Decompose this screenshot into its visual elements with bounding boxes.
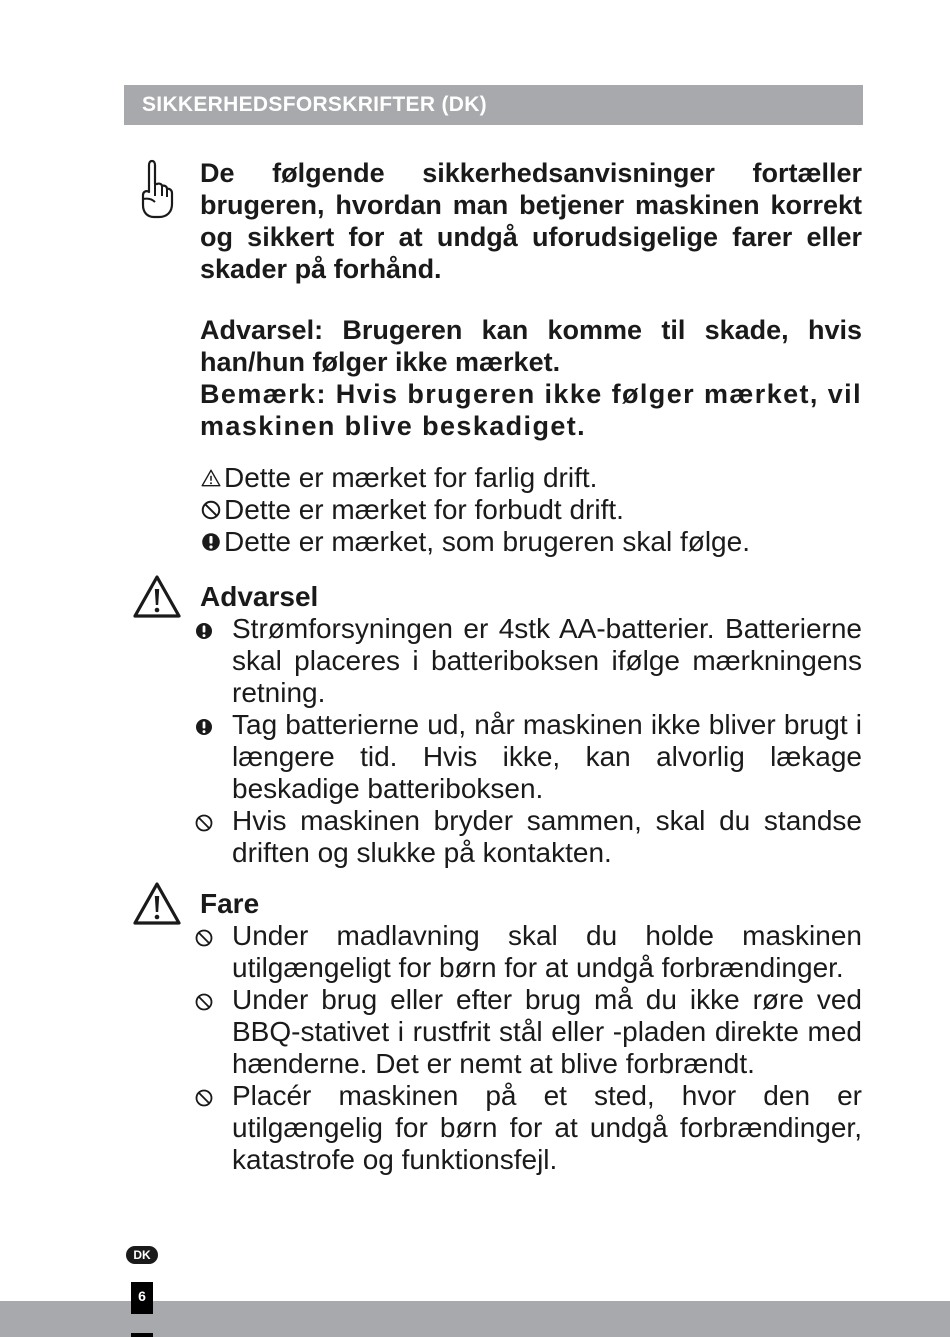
pointing-hand-icon bbox=[138, 158, 174, 220]
warning-triangle-icon bbox=[132, 574, 182, 620]
legend-label: Dette er mærket, som brugeren skal følge. bbox=[224, 526, 750, 557]
legend-item-danger bbox=[200, 462, 862, 494]
warning-notice: Advarsel: Brugeren kan komme til skade, hvis han/hun følger ikke mærket. bbox=[200, 315, 862, 377]
intro-text: De følgende sikkerhedsanvisninger fortæller brugeren, hvordan man betjener maskinen korrekt og sikkert for at undgå uforudsigelige farer eller skader på forhånd. bbox=[200, 158, 862, 284]
legend-label: Dette er mærket for farlig drift. bbox=[224, 462, 598, 493]
mandatory-icon bbox=[200, 531, 222, 553]
prohibited-icon bbox=[200, 499, 222, 521]
prohibited-icon bbox=[194, 813, 214, 833]
list-item-text: Under madlavning skal du holde maskinen utilgængeligt for børn for at undgå forbrændinger. bbox=[232, 920, 862, 983]
mandatory-icon bbox=[194, 717, 214, 737]
warning-list bbox=[194, 613, 862, 869]
list-item bbox=[194, 613, 862, 709]
page-marker bbox=[131, 1333, 153, 1337]
list-item-text: Placér maskinen på et sted, hvor den er utilgængelig for børn for at undgå forbrændinger, katastrofe og funktionsfejl. bbox=[232, 1080, 862, 1175]
list-item bbox=[194, 709, 862, 805]
section-header bbox=[124, 85, 863, 125]
note-notice: Bemærk: Hvis brugeren ikke følger mærket, vil maskinen blive beskadiget. bbox=[200, 379, 862, 441]
list-item bbox=[194, 920, 862, 984]
header-title: SIKKERHEDSFORSKRIFTER (DK) bbox=[142, 93, 487, 116]
section-title-warning: Advarsel bbox=[200, 581, 319, 612]
legend-item-prohibited bbox=[200, 494, 862, 526]
warning-triangle-icon bbox=[132, 881, 182, 927]
symbol-legend bbox=[200, 462, 862, 558]
legend-item-mandatory bbox=[200, 526, 862, 558]
list-item bbox=[194, 984, 862, 1080]
legend-label: Dette er mærket for forbudt drift. bbox=[224, 494, 624, 525]
warning-triangle-icon bbox=[200, 467, 222, 489]
section-title-danger: Fare bbox=[200, 888, 260, 919]
list-item-text: Strømforsyningen er 4stk AA-batterier. Batterierne skal placeres i batteriboksen ifølge mærkningens retning. bbox=[232, 613, 862, 708]
list-item bbox=[194, 805, 862, 869]
list-item-text: Under brug eller efter brug må du ikke røre ved BBQ-stativet i rustfrit stål eller -pladen direkte med hænderne. Det er nemt at blive forbrændt. bbox=[232, 984, 862, 1079]
list-item-text: Hvis maskinen bryder sammen, skal du standse driften og slukke på kontakten. bbox=[232, 805, 862, 868]
notice-block bbox=[200, 314, 862, 442]
prohibited-icon bbox=[194, 992, 214, 1012]
prohibited-icon bbox=[194, 1088, 214, 1108]
list-item bbox=[194, 1080, 862, 1176]
prohibited-icon bbox=[194, 928, 214, 948]
language-badge: DK bbox=[126, 1246, 158, 1264]
mandatory-icon bbox=[194, 621, 214, 641]
page-number: 6 bbox=[131, 1282, 153, 1314]
list-item-text: Tag batterierne ud, når maskinen ikke bliver brugt i længere tid. Hvis ikke, kan alvorlig lækage beskadige batteriboksen. bbox=[232, 709, 862, 804]
danger-list bbox=[194, 920, 862, 1176]
